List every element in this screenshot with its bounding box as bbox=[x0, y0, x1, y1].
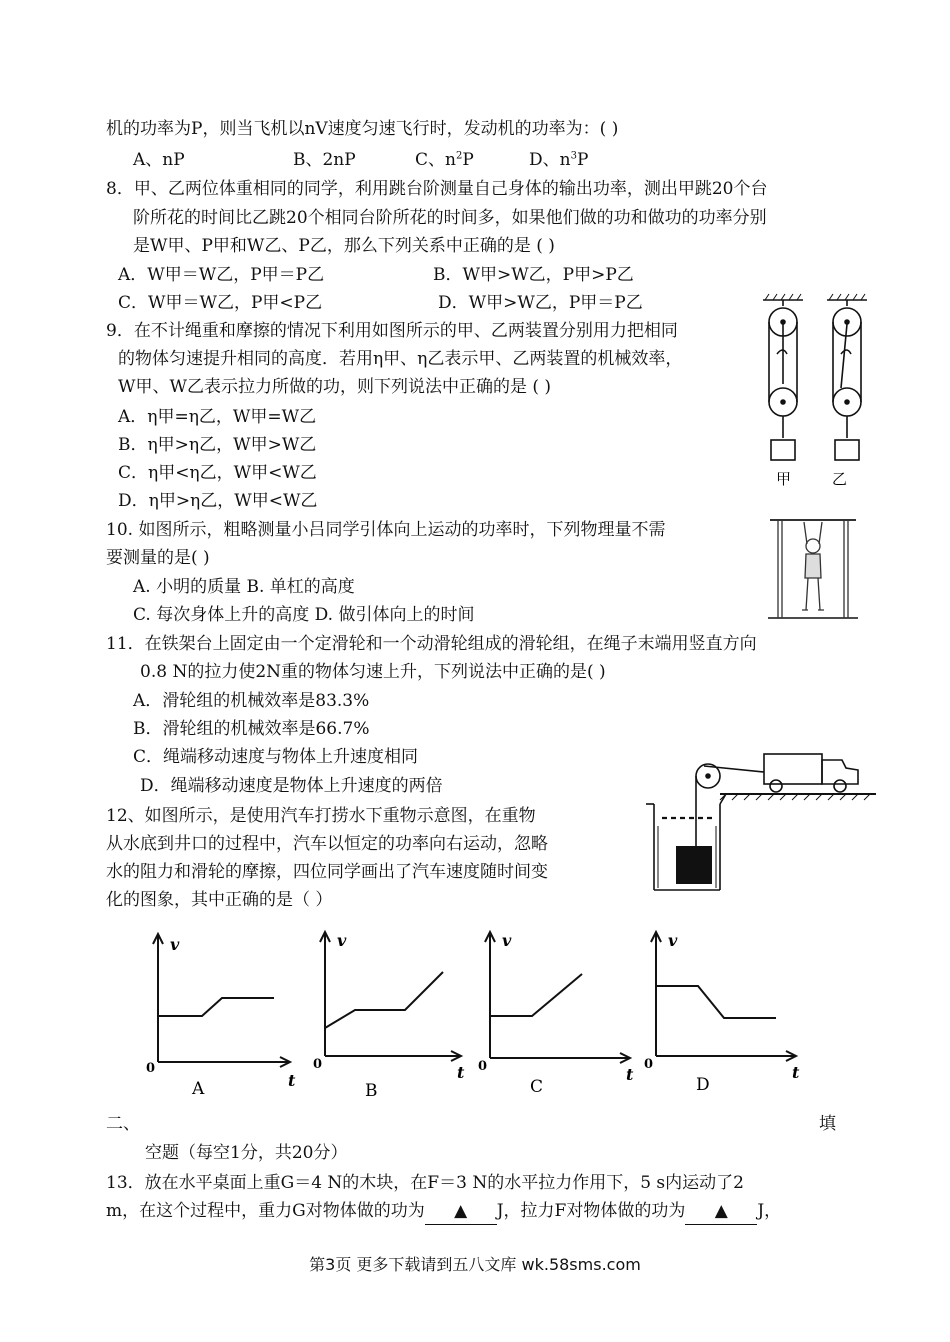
q7-option-d: D、$n^3P$ bbox=[529, 150, 589, 170]
q10-line4: C. 每次身体上升的高度 D. 做引体向上的时间 bbox=[133, 605, 475, 625]
q13-blank-1[interactable]: ▲ bbox=[425, 1198, 497, 1225]
q11-option-c: C．绳端移动速度与物体上升速度相同 bbox=[133, 747, 419, 767]
q9-option-a: A．η甲=η乙，W甲=W乙 bbox=[118, 407, 317, 427]
graph-a-v-label: v bbox=[170, 935, 180, 954]
fig-label-jia: 甲 bbox=[776, 470, 792, 488]
fig-label-yi: 乙 bbox=[832, 470, 848, 488]
graph-a-origin: 0 bbox=[146, 1061, 156, 1076]
q7-option-b: B、2nP bbox=[293, 150, 356, 170]
velocity-graph-d bbox=[638, 928, 804, 1096]
graph-d-origin: 0 bbox=[644, 1057, 654, 1072]
q12-line3: 水的阻力和滑轮的摩擦，四位同学画出了汽车速度随时间变 bbox=[106, 862, 548, 882]
q11-option-a: A．滑轮组的机械效率是83.3% bbox=[133, 691, 370, 711]
q9-option-b: B．η甲>η乙，W甲>W乙 bbox=[118, 435, 317, 455]
section2-number: 二、 bbox=[106, 1114, 140, 1134]
page-footer: 第3页 更多下载请到五八文库 wk.58sms.com bbox=[309, 1255, 641, 1274]
q8-line3: 是W甲、P甲和W乙、P乙，那么下列关系中正确的是 ( ) bbox=[133, 236, 555, 256]
graph-d-t-label: t bbox=[792, 1063, 800, 1082]
q8-option-d: D．W甲>W乙，P甲＝P乙 bbox=[438, 293, 643, 313]
graph-c-v-label: v bbox=[502, 931, 512, 950]
q9-line3: W甲、W乙表示拉力所做的功，则下列说法中正确的是 ( ) bbox=[118, 377, 552, 397]
q8-option-a: A．W甲＝W乙，P甲＝P乙 bbox=[118, 265, 325, 285]
q8-option-c: C．W甲＝W乙，P甲<P乙 bbox=[118, 293, 323, 313]
q12-line1: 12、如图所示，是使用汽车打捞水下重物示意图，在重物 bbox=[106, 806, 536, 826]
velocity-graph-c bbox=[470, 928, 638, 1098]
q12-line4: 化的图象，其中正确的是（ ） bbox=[106, 890, 333, 910]
graph-d-label: D bbox=[696, 1075, 710, 1095]
q12-line2: 从水底到井口的过程中，汽车以恒定的功率向右运动，忽略 bbox=[106, 834, 548, 854]
q13-line2: m，在这个过程中，重力G对物体做的功为 ▲ J，拉力F对物体做的功为 ▲ J， bbox=[106, 1198, 781, 1225]
q9-line2: 的物体匀速提升相同的高度．若用η甲、η乙表示甲、乙两装置的机械效率， bbox=[118, 349, 683, 369]
graph-b-v-label: v bbox=[337, 931, 347, 950]
q9-line1: 9．在不计绳重和摩擦的情况下利用如图所示的甲、乙两装置分别用力把相同 bbox=[106, 321, 678, 341]
q11-line2: 0.8 N的拉力使2N重的物体匀速上升，下列说法中正确的是( ) bbox=[140, 662, 606, 682]
velocity-graph-b bbox=[305, 928, 470, 1100]
q9-option-d: D．η甲>η乙，W甲<W乙 bbox=[118, 491, 318, 511]
q8-option-b: B．W甲>W乙，P甲>P乙 bbox=[433, 265, 634, 285]
q10-line2: 要测量的是( ) bbox=[106, 548, 210, 568]
q8-line2: 阶所花的时间比乙跳20个相同台阶所花的时间多，如果他们做的功和做功的功率分别 bbox=[133, 208, 767, 228]
velocity-graph-a bbox=[140, 928, 300, 1098]
pulley-systems-figure bbox=[755, 292, 865, 492]
graph-b-origin: 0 bbox=[313, 1057, 323, 1072]
graph-c-t-label: t bbox=[626, 1065, 634, 1084]
graph-c-label: C bbox=[530, 1077, 544, 1097]
graph-a-t-label: t bbox=[288, 1071, 296, 1090]
graph-b-label: B bbox=[365, 1081, 378, 1101]
q11-line1: 11．在铁架台上固定由一个定滑轮和一个动滑轮组成的滑轮组，在绳子末端用竖直方向 bbox=[106, 634, 757, 654]
graph-b-t-label: t bbox=[457, 1063, 465, 1082]
q7-option-a: A、nP bbox=[133, 150, 185, 170]
graph-d-v-label: v bbox=[668, 931, 678, 950]
q8-line1: 8．甲、乙两位体重相同的同学，利用跳台阶测量自己身体的输出功率，测出甲跳20个台 bbox=[106, 179, 768, 199]
q10-line3: A. 小明的质量 B. 单杠的高度 bbox=[133, 577, 355, 597]
q11-option-b: B．滑轮组的机械效率是66.7% bbox=[133, 719, 370, 739]
pull-up-figure bbox=[764, 514, 860, 626]
graph-a-label: A bbox=[192, 1079, 205, 1099]
section2-title: 空题（每空1分，共20分） bbox=[145, 1143, 348, 1163]
q13-line1: 13．放在水平桌面上重G＝4 N的木块，在F＝3 N的水平拉力作用下，5 s内运动了2 bbox=[106, 1173, 744, 1193]
q10-line1: 10. 如图所示，粗略测量小吕同学引体向上运动的功率时，下列物理量不需 bbox=[106, 520, 666, 540]
q9-option-c: C．η甲<η乙，W甲<W乙 bbox=[118, 463, 317, 483]
q7-tail: 机的功率为P，则当飞机以nV速度匀速飞行时，发动机的功率为：( ) bbox=[106, 119, 619, 139]
q7-option-c: C、$n^2P$ bbox=[415, 150, 474, 170]
q11-option-d: D．绳端移动速度是物体上升速度的两倍 bbox=[140, 776, 443, 796]
section2-fill-char: 填 bbox=[819, 1114, 836, 1134]
graph-c-origin: 0 bbox=[478, 1059, 488, 1074]
truck-well-figure bbox=[646, 738, 878, 896]
q13-blank-2[interactable]: ▲ bbox=[685, 1198, 757, 1225]
